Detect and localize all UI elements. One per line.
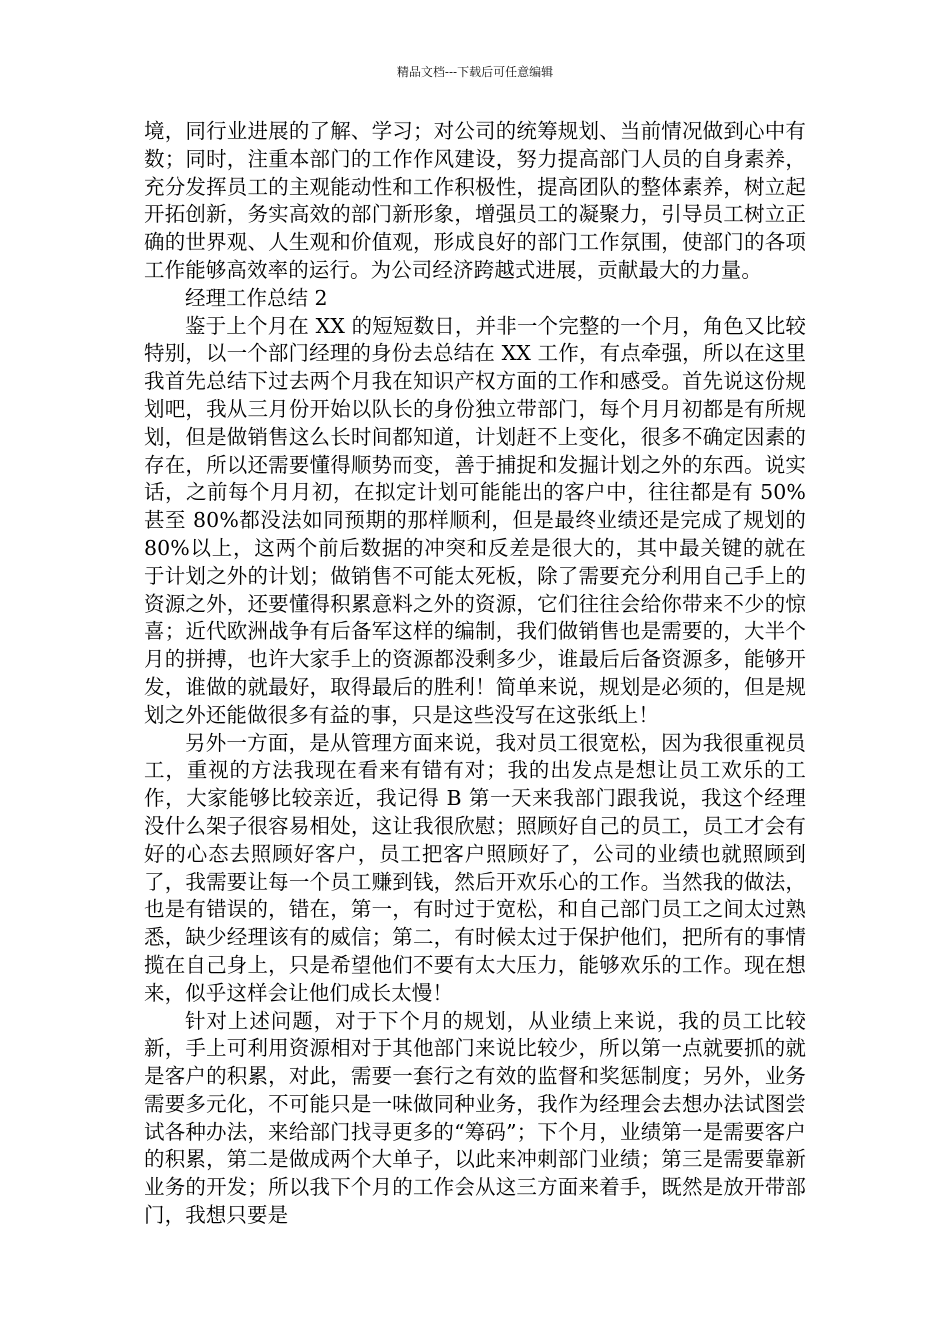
paragraph-next-month: 针对上述问题，对于下个月的规划，从业绩上来说，我的员工比较新，手上可利用资源相对于其他部门来说比较少，所以第一点就要抓的就是客户的积累，对此，需要一套行之有效的监督和奖惩制度；另外，业务需要多元化，不可能只是一味做同种业务，我作为经理会去想办法试图尝试各种办法，来给部门找寻更多的“筹码”；下个月，业绩第一是需要客户的积累，第二是做成两个大单子，以此来冲刺部门业绩；第三是需要靠新业务的开发；所以我下个月的工作会从这三方面来着手，既然是放开带部门，我想只要是	[144, 1008, 806, 1228]
page-header: 精品文档---下载后可任意编辑	[396, 65, 554, 79]
section-title: 经理工作总结 2	[185, 285, 328, 310]
paragraph-management: 另外一方面，是从管理方面来说，我对员工很宽松，因为我很重视员工，重视的方法我现在看来有错有对；我的出发点是想让员工欢乐的工作，大家能够比较亲近，我记得 B 第一天来我部门跟我说，我这个经理没什么架子很容易相处，这让我很欣慰；照顾好自己的员工，员工才会有好的心态去照顾好客户，员工把客户照顾好了，公司的业绩也就照顾到了，我需要让每一个员工赚到钱，然后开欢乐心的工作。当然我的做法，也是有错误的，错在，第一，有时过于宽松，和自己部门员工之间太过熟悉，缺少经理该有的威信；第二，有时候太过于保护他们，把所有的事情揽在自己身上，只是希望他们不要有太大压力，能够欢乐的工作。现在想来，似乎这样会让他们成长太慢！	[144, 730, 806, 1005]
paragraph-planning: 鉴于上个月在 XX 的短短数日，并非一个完整的一个月，角色又比较特别，以一个部门经理的身份去总结在 XX 工作，有点牵强，所以在这里我首先总结下过去两个月我在知识产权方面的工作和感受。首先说这份规划吧，我从三月份开始以队长的身份独立带部门，每个月月初都是有所规划，但是做销售这么长时间都知道，计划赶不上变化，很多不确定因素的存在，所以还需要懂得顺势而变，善于捕捉和发掘计划之外的东西。说实话，之前每个月月初，在拟定计划可能能出的客户中，往往都是有 50%甚至 80%都没法如同预期的那样顺利，但是最终业绩还是完成了规划的 80%以上，这两个前后数据的冲突和反差是很大的，其中最关键的就在于计划之外的计划；做销售不可能太死板，除了需要充分利用自己手上的资源之外，还要懂得积累意料之外的资源，它们往往会给你带来不少的惊喜；近代欧洲战争有后备军这样的编制，我们做销售也是需要的，大半个月的拼搏，也许大家手上的资源都没剩多少，谁最后后备资源多，能够开发，谁做的就最好，取得最后的胜利！简单来说，规划是必须的，但是规划之外还能做很多有益的事，只是这些没写在这张纸上！	[144, 313, 806, 727]
document-body	[144, 118, 806, 1230]
paragraph-continued: 境，同行业进展的了解、学习；对公司的统筹规划、当前情况做到心中有数；同时，注重本部门的工作作风建设，努力提高部门人员的自身素养，充分发挥员工的主观能动性和工作积极性，提高团队的整体素养，树立起开拓创新，务实高效的部门新形象，增强员工的凝聚力，引导员工树立正确的世界观、人生观和价值观，形成良好的部门工作氛围，使部门的各项工作能够高效率的运行。为公司经济跨越式进展，贡献最大的力量。	[144, 119, 806, 282]
